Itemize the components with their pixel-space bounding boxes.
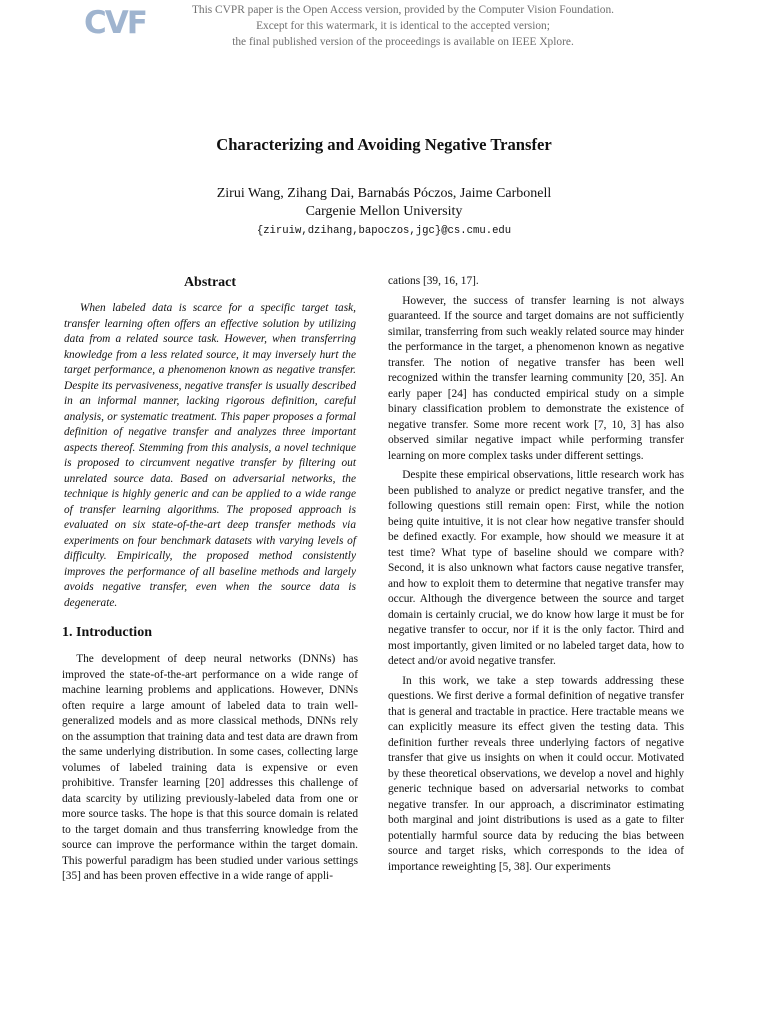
intro-paragraph-1-continued: cations [39, 16, 17].: [388, 275, 479, 287]
affiliation: Cargenie Mellon University: [305, 204, 463, 219]
author-names: Zirui Wang, Zihang Dai, Barnabás Póczos, Jaime Carbonell: [216, 186, 552, 201]
right-column: [388, 274, 684, 879]
watermark-line: Except for this watermark, it is identical to the accepted version;: [256, 20, 550, 32]
intro-paragraph-2: However, the success of transfer learning is not always guaranteed. If the source and target domains are not sufficiently similar, transferring from such weakly related source may hinder the performance in the target, a phenomenon known as negative transfer. The notion of negative transfer has been well recognized within the transfer learning community [20, 35]. An early paper [24] has conducted empirical study on a simple binary classification problem to demonstrate the existence of negative transfer. Some more recent work [7, 10, 3] has also observed similar negative impact while performing transfer learning on more complex tasks under different settings.: [388, 294, 684, 462]
cvf-logo: CVF: [84, 5, 146, 41]
author-block: [0, 185, 768, 221]
author-emails: {ziruiw,dzihang,bapoczos,jgc}@cs.cmu.edu: [256, 225, 512, 237]
intro-paragraph-4: In this work, we take a step towards addressing these questions. We first derive a formal definition of negative transfer that is general and tractable in practice. Here tractable means we can explicitly measure its effect given the testing data. This definition further reveals three underlying factors of negative transfer that give us insights on when it could occur. Motivated by these theoretical observations, we develop a novel and highly generic technique based on adversarial networks to combat negative transfer. In our approach, a discriminator estimating both marginal and joint distributions is used as a gate to filter potentially harmful source data by reducing the bias between source and target risks, which corresponds to the idea of importance reweighting [5, 38]. Our experiments: [388, 674, 684, 873]
introduction-heading: 1. Introduction: [62, 625, 152, 640]
open-access-watermark: [150, 2, 656, 50]
abstract-text: When labeled data is scarce for a specific target task, transfer learning often offers an effective solution by utilizing data from a related source task. However, when transferring knowledge from a less related source, it may inversely hurt the target performance, a phenomenon known as negative transfer. Despite its pervasiveness, negative transfer is usually described in an informal manner, lacking rigorous definition, careful analysis, or systematic treatment. This paper proposes a formal definition of negative transfer and analyzes three important aspects thereof. Stemming from this analysis, a novel technique is proposed to circumvent negative transfer by filtering out unrelated source data. Based on adversarial networks, the technique is highly generic and can be applied to a wide range of transfer learning algorithms. The proposed approach is evaluated on six state-of-the-art deep transfer methods via experiments on four benchmark datasets with varying levels of difficulty. Empirically, the proposed method consistently improves the performance of all baseline methods and largely avoids negative transfer, even when the source data is degenerate.: [64, 302, 356, 609]
intro-paragraph-1: The development of deep neural networks (DNNs) has improved the state-of-the-art performance on a wide range of machine learning problems and applications. However, DNNs often require a large amount of labeled data to train well-generalized models and as more classical methods, DNNs rely on the assumption that training data and test data are drawn from the same underlying distribution. In some cases, collecting large volumes of labeled training data is expensive or even prohibitive. Transfer learning [20] addresses this challenge of data scarcity by utilizing previously-labeled data from one or more source tasks. The hope is that this source domain is related to the target domain and thus transferring knowledge from the source can improve the performance within the target domain. This powerful paradigm has been studied under various settings [35] and has been proven effective in a wide range of appli-: [62, 653, 358, 882]
paper-title: Characterizing and Avoiding Negative Transfer: [216, 135, 552, 154]
watermark-line: This CVPR paper is the Open Access version, provided by the Computer Vision Foundation.: [191, 4, 615, 16]
intro-paragraph-3: Despite these empirical observations, little research work has been published to analyze or predict negative transfer, and the following questions still remain open: First, while the notion being quite intuitive, it is not clear how negative transfer should be defined exactly. For example, how should we measure it at test time? What type of baseline should we compare with? Second, it is also unknown what factors cause negative transfer, and how to exploit them to determine that negative transfer may occur. Although the divergence between the source and target domain is certainly crucial, we do know how large it must be for negative transfer to occur, nor if it is the only factor. Third and most importantly, given limited or no labeled target data, how to detect and/or avoid negative transfer.: [388, 469, 684, 667]
watermark-line: the final published version of the proceedings is available on IEEE Xplore.: [232, 36, 574, 48]
left-column: [62, 274, 358, 889]
abstract-heading: Abstract: [183, 275, 237, 290]
